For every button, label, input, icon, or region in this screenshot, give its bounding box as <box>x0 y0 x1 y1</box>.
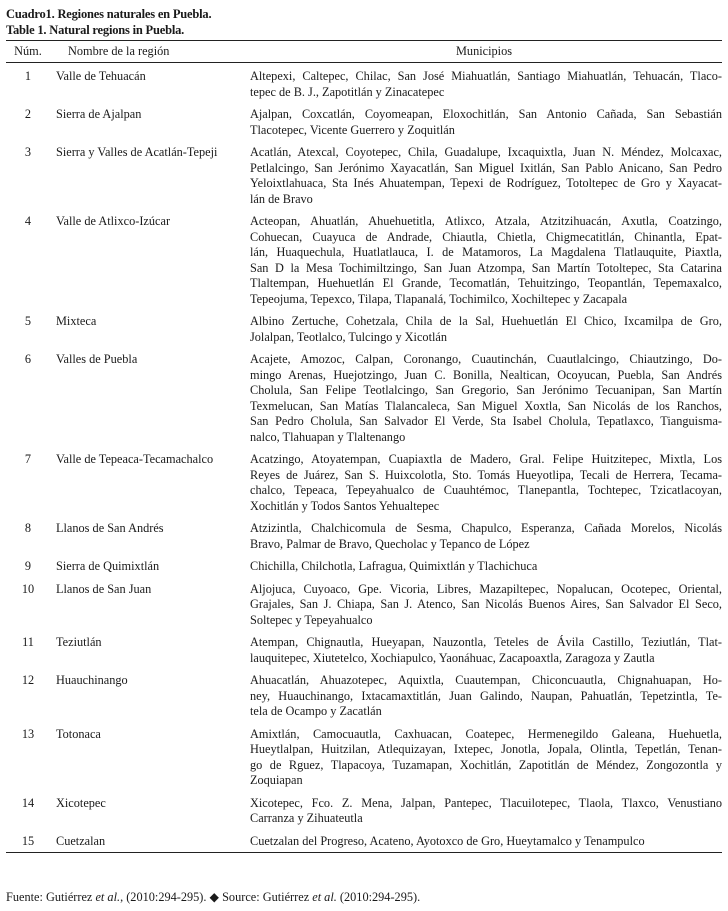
region-name: Valle de Tehuacán <box>56 69 146 83</box>
region-number: 14 <box>21 795 35 810</box>
municipios-cell <box>246 210 722 310</box>
region-number: 13 <box>21 726 35 741</box>
table-row <box>6 723 722 792</box>
table-row <box>6 141 722 210</box>
municipios-line: ney, Huauchinango, Ixtacamaxtitlán, Juan Galindo, Naupan, Pahuatlán, Tepetzintla, Te- <box>250 688 722 703</box>
region-number: 10 <box>21 581 35 596</box>
municipios-cell <box>246 669 722 723</box>
municipios-line: Reyes de Juárez, San S. Huixcolotla, Sto. Tomás Hueyotlipa, Tecali de Herrera, Tecama- <box>250 467 722 482</box>
region-number: 6 <box>24 352 32 366</box>
municipios-line: Grajales, San J. Chiapa, San J. Atenco, San Nicolás Buenos Aires, San Salvador El Seco, <box>250 597 722 611</box>
table-header-row <box>6 41 722 63</box>
region-number: 9 <box>24 559 32 573</box>
caption-english: Table 1. Natural regions in Puebla. <box>6 23 185 37</box>
municipios-line: Chichilla, Chilchotla, Lafragua, Quimixtlán y Tlachichuca <box>250 559 538 573</box>
region-name: Teziutlán <box>56 635 102 649</box>
table-row <box>6 555 722 578</box>
municipios-line: Bravo, Palmar de Bravo, Quecholac y Tepanco de López <box>250 536 530 551</box>
municipios-line: San D la Mesa Tochimiltzingo, San Juan Atzompa, San Martín Totoltepec, Sta Catarina <box>250 260 722 275</box>
municipios-line: Atempan, Chignautla, Hueyapan, Nauzontla, Teteles de Ávila Castillo, Teziutlán, Tlat- <box>250 635 722 649</box>
municipios-line: Ajalpan, Coxcatlán, Coyomeapan, Eloxochitlán, San Antonio Cañada, San Sebastián <box>250 107 722 121</box>
table-row <box>6 631 722 669</box>
source-ref: (2010:294-295). <box>336 890 421 904</box>
header-region: Nombre de la región <box>50 41 246 63</box>
region-name: Totonaca <box>56 726 101 741</box>
municipios-line: Ahuacatlán, Ahuazotepec, Aquixtla, Cuautempan, Chiconcuautla, Chignahuapan, Ho- <box>250 673 722 687</box>
municipios-line: Jolalpan, Teotlalco, Tulcingo y Xicotlán <box>250 329 448 344</box>
municipios-cell <box>246 792 722 830</box>
municipios-line: Cuetzalan del Progreso, Acateno, Ayotoxco de Gro, Hueytamalco y Tenampulco <box>250 833 645 848</box>
municipios-cell <box>246 723 722 792</box>
caption-spanish: Cuadro1. Regiones naturales en Puebla. <box>6 7 212 21</box>
municipios-line: Xochitlán y Todos Santos Yehualtepec <box>250 498 440 513</box>
table-row <box>6 348 722 448</box>
header-municipios: Municipios <box>246 41 722 63</box>
municipios-cell <box>246 310 722 348</box>
fuente-ref: , (2010:294-295). <box>120 890 210 904</box>
region-number: 5 <box>24 314 32 328</box>
municipios-line: tepec de B. J., Zapotitlán y Zinacatepec <box>250 84 445 99</box>
region-number: 11 <box>22 635 34 649</box>
region-name: Sierra de Quimixtlán <box>56 559 160 573</box>
municipios-cell <box>246 517 722 555</box>
table-row <box>6 578 722 632</box>
region-number: 12 <box>21 673 35 687</box>
region-number: 4 <box>24 214 32 228</box>
table-row <box>6 517 722 555</box>
region-number: 3 <box>24 145 32 159</box>
table-row <box>6 669 722 723</box>
municipios-cell <box>246 63 722 104</box>
regions-table <box>6 40 722 853</box>
municipios-line: Atzizintla, Chalchicomula de Sesma, Chapulco, Esperanza, Cañada Morelos, Nicolás <box>250 521 722 535</box>
municipios-line: San Pedro Cholula, San Salvador El Verde, Sta Isabel Cholula, Tepatlaxco, Tianguisma- <box>250 414 722 428</box>
municipios-cell <box>246 578 722 632</box>
municipios-line: Amixtlán, Camocuautla, Caxhuacan, Coatepec, Hermenegildo Galeana, Huehuetla, <box>250 726 722 741</box>
region-name: Huauchinango <box>56 673 128 687</box>
region-name: Valle de Tepeaca-Tecamachalco <box>56 452 214 466</box>
table-row <box>6 103 722 141</box>
municipios-line: Acatlán, Atexcal, Coyotepec, Chila, Guadalupe, Ixcaquixtla, Juan N. Méndez, Molcaxac, <box>250 145 722 159</box>
municipios-line: Carranza y Zihuateutla <box>250 811 363 825</box>
source-note <box>6 890 420 905</box>
municipios-line: Texmelucan, San Matías Tlalancaleca, San Miguel Xoxtla, San Nicolás de los Ranchos, <box>250 398 722 413</box>
municipios-line: Soltepec y Tepeyahualco <box>250 612 373 627</box>
source-label: Source: Gutiérrez <box>219 890 313 904</box>
municipios-line: Hueytlalpan, Huitzilan, Atlequizayan, Ixtepec, Jonotla, Jopala, Olintla, Tepetlán, Tenan- <box>250 742 722 756</box>
municipios-cell <box>246 555 722 578</box>
municipios-cell <box>246 830 722 853</box>
municipios-line: mingo Arenas, Huejotzingo, Juan C. Bonilla, Nealtican, Ocoyucan, Puebla, San Andrés <box>250 367 722 382</box>
table-row <box>6 63 722 104</box>
table-row <box>6 830 722 853</box>
municipios-line: Acatzingo, Atoyatempan, Cuapiaxtla de Madero, Gral. Felipe Huitzitepec, Mixtla, Los <box>250 452 722 466</box>
municipios-line: Petlalcingo, San Jerónimo Xayacatlán, San Miguel Ixitlán, San Pablo Anicano, San Pedro <box>250 160 722 175</box>
municipios-cell <box>246 448 722 517</box>
municipios-line: Tlaltempan, Huehuetlán El Grande, Tecomatlán, Tehuitzingo, Teopantlán, Tepemaxalco, <box>250 276 722 290</box>
region-number: 8 <box>24 521 32 535</box>
table-row <box>6 792 722 830</box>
region-name: Xicotepec <box>56 795 106 810</box>
municipios-line: Tepeojuma, Tepexco, Tilapa, Tlapanalá, Tochimilco, Xochiltepec y Zacapala <box>250 291 628 306</box>
municipios-line: Zoquiapan <box>250 773 303 787</box>
header-num: Núm. <box>6 41 50 63</box>
municipios-line: Cholula, San Felipe Teotlalcingo, San Gregorio, San Jerónimo Tecuanipan, San Martín <box>250 383 722 397</box>
municipios-line: Yeloixtlahuaca, Sta Inés Ahuatempan, Tepexi de Rodríguez, Totoltepec de Gro y Xayacat- <box>250 176 722 190</box>
et-al: et al. <box>95 890 121 904</box>
table-row <box>6 310 722 348</box>
municipios-line: Albino Zertuche, Cohetzala, Chila de la Sal, Huehuetlán El Chico, Ixcamilpa de Gro, <box>250 314 722 328</box>
region-name: Valle de Atlixco-Izúcar <box>56 214 171 228</box>
municipios-line: Altepexi, Caltepec, Chilac, San José Miahuatlán, Santiago Miahuatlán, Tehuacán, Tlaco- <box>250 69 722 83</box>
et-al: et al. <box>312 890 337 904</box>
municipios-line: nalco, Tlahuapan y Tlaltenango <box>250 429 406 444</box>
municipios-line: Tlacotepec, Vicente Guerrero y Zoquitlán <box>250 122 455 137</box>
municipios-line: lán de Bravo <box>250 191 313 206</box>
region-number: 7 <box>24 452 32 466</box>
region-number: 15 <box>6 830 50 853</box>
municipios-line: lauquitepec, Xiutetelco, Xochiapulco, Yaonáhuac, Zacapoaxtla, Zaragoza y Zautla <box>250 650 655 665</box>
region-number: 1 <box>24 69 32 83</box>
municipios-line: lán, Huaquechula, Huatlatlauca, I. de Matamoros, La Magdalena Tlatlauquite, Piaxtla, <box>250 245 722 259</box>
region-name: Cuetzalan <box>50 830 246 853</box>
municipios-line: Xicotepec, Fco. Z. Mena, Jalpan, Pantepec, Tlacuilotepec, Tlaola, Tlaxco, Venustiano <box>250 795 722 810</box>
municipios-line: go de Rguez, Tlapacoya, Tuzamapan, Xochitlán, Zapotitlán de Méndez, Zongozontla y <box>250 757 722 772</box>
municipios-line: chalco, Tepeaca, Tepeyahualco de Cuauhtémoc, Tlanepantla, Tochtepec, Tzicatlacoyan, <box>250 483 722 497</box>
municipios-line: tela de Ocampo y Zacatlán <box>250 704 382 718</box>
region-name: Valles de Puebla <box>56 352 138 366</box>
region-name: Sierra y Valles de Acatlán-Tepeji <box>56 145 218 159</box>
region-number: 2 <box>24 107 32 121</box>
diamond-separator-icon: ◆ <box>209 890 220 904</box>
region-name: Mixteca <box>56 314 97 328</box>
municipios-cell <box>246 348 722 448</box>
municipios-cell <box>246 631 722 669</box>
municipios-line: Acajete, Amozoc, Calpan, Coronango, Cuautinchán, Cuautlalcingo, Chiautzingo, Do- <box>250 352 722 366</box>
region-name: Llanos de San Juan <box>56 581 152 596</box>
table-row <box>6 210 722 310</box>
fuente-label: Fuente: Gutiérrez <box>6 890 96 904</box>
table-row <box>6 448 722 517</box>
municipios-line: Acteopan, Ahuatlán, Ahuehuetitla, Atlixco, Atzala, Atzitzihuacán, Axutla, Coatzingo, <box>250 214 722 228</box>
municipios-cell <box>246 103 722 141</box>
municipios-cell <box>246 141 722 210</box>
municipios-line: Cohuecan, Cuayuca de Andrade, Chiautla, Chietla, Chigmecatitlán, Chinantla, Epat- <box>250 229 722 244</box>
municipios-line: Aljojuca, Cuyoaco, Gpe. Vicoria, Libres, Mazapiltepec, Nopalucan, Ocotepec, Oriental, <box>250 581 722 596</box>
region-name: Llanos de San Andrés <box>56 521 164 535</box>
region-name: Sierra de Ajalpan <box>56 107 142 121</box>
